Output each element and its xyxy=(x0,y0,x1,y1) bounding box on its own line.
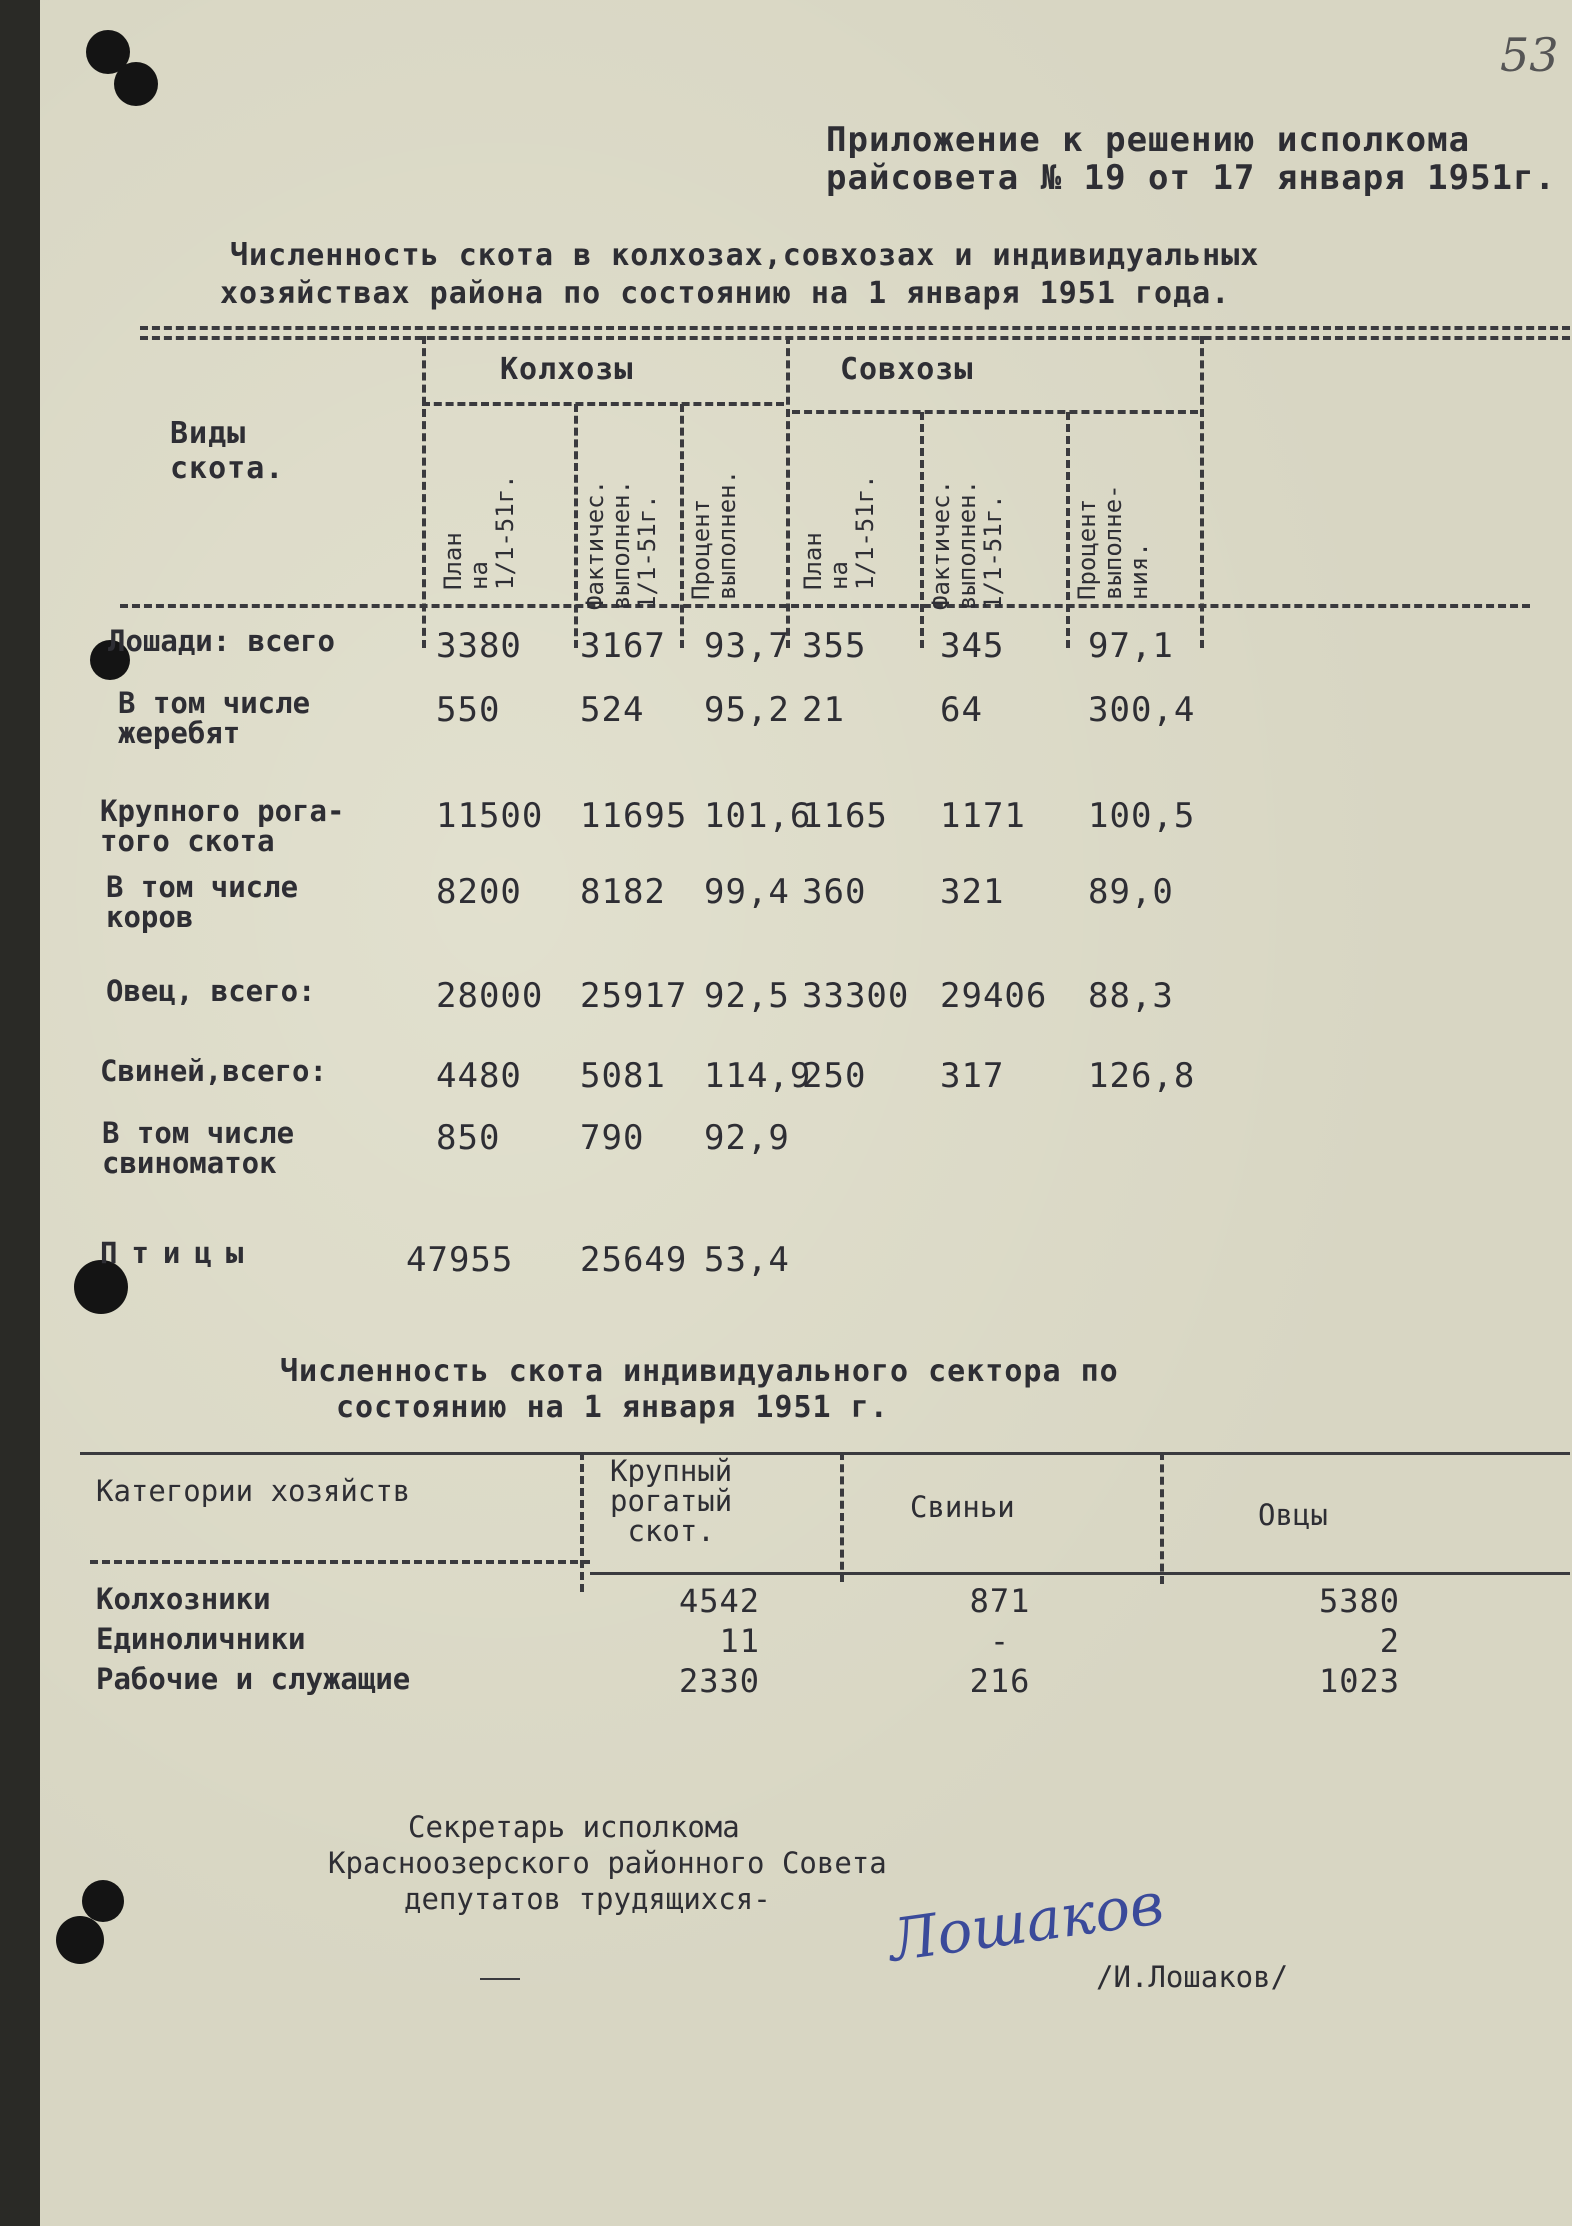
table1-row-label: В том числе свиноматок xyxy=(102,1116,295,1180)
document-sheet xyxy=(40,0,1572,2226)
footer-dash xyxy=(480,1978,520,1980)
table1-vline xyxy=(786,336,790,648)
table1-cell-s-plan: 355 xyxy=(802,626,867,666)
table1-cell-s-pct: 97,1 xyxy=(1088,626,1174,666)
table1-vline xyxy=(1200,336,1204,648)
table1-cell-s-pct: 126,8 xyxy=(1088,1056,1196,1096)
table2-header-rule-right xyxy=(590,1572,1570,1575)
table1-top-rule xyxy=(140,326,1570,330)
signature: Лошаков xyxy=(884,1869,1168,1975)
table1-cell-k-pct: 101,6 xyxy=(704,796,812,836)
table2-cell-krs: 11 xyxy=(719,1622,760,1660)
footer-line-3: депутатов трудящихся- xyxy=(404,1882,771,1916)
table2-title-line-2: состоянию на 1 января 1951 г. xyxy=(336,1390,889,1425)
table2-cell-svini: - xyxy=(989,1622,1011,1660)
table1-cell-s-plan: 360 xyxy=(802,872,867,912)
table1-cell-s-plan: 250 xyxy=(802,1056,867,1096)
s-plan-header: План на 1/1-51г. xyxy=(799,474,879,590)
table1-cell-k-plan: 4480 xyxy=(436,1056,522,1096)
table1-cell-s-fact: 321 xyxy=(940,872,1005,912)
footer-line-2: Красноозерского районного Совета xyxy=(328,1846,887,1880)
table2-cell-label: Колхозники xyxy=(96,1582,271,1616)
table1-row-label: Птицы xyxy=(100,1236,258,1270)
column-header-types: Виды скота. xyxy=(170,416,285,486)
table2-cell-ovtsy: 1023 xyxy=(1318,1662,1400,1700)
table1-cell-s-fact: 317 xyxy=(940,1056,1005,1096)
table2-cell-label: Единоличники xyxy=(96,1622,306,1656)
table1-cell-k-pct: 92,9 xyxy=(704,1118,790,1158)
table1-title-line-2: хозяйствах района по состоянию на 1 января 1951 года. xyxy=(220,276,1231,311)
table1-cell-s-pct: 89,0 xyxy=(1088,872,1174,912)
table1-row-label: Свиней,всего: xyxy=(100,1054,327,1088)
table1-cell-s-fact: 345 xyxy=(940,626,1005,666)
table1-cell-k-plan: 550 xyxy=(436,690,501,730)
table2-cell-svini: 871 xyxy=(969,1582,1031,1620)
table1-cell-k-pct: 92,5 xyxy=(704,976,790,1016)
table1-title-line-1: Численность скота в колхозах,совхозах и индивидуальных xyxy=(230,238,1260,273)
table1-cell-k-fact: 25649 xyxy=(580,1240,688,1280)
k-pct-header: Процент выполнен. xyxy=(687,469,741,600)
table1-row-label: Лошади: всего xyxy=(108,624,335,658)
table1-cell-k-pct: 53,4 xyxy=(704,1240,790,1280)
table1-top-rule-2 xyxy=(140,336,1570,340)
table1-cell-s-pct: 300,4 xyxy=(1088,690,1196,730)
table1-cell-k-plan: 8200 xyxy=(436,872,522,912)
table1-row-label: В том числе жеребят xyxy=(118,686,311,750)
page-number: 53 xyxy=(1500,28,1559,82)
table1-cell-s-plan: 21 xyxy=(802,690,845,730)
table1-cell-k-plan: 28000 xyxy=(436,976,544,1016)
table2-cell-label: Рабочие и служащие xyxy=(96,1662,411,1696)
punch-hole xyxy=(82,1880,124,1922)
table2-title-line-1: Численность скота индивидуального сектора по xyxy=(280,1354,1119,1389)
table1-cell-s-fact: 1171 xyxy=(940,796,1026,836)
table2-cell-ovtsy: 2 xyxy=(1379,1622,1400,1660)
table1-cell-k-plan: 47955 xyxy=(406,1240,514,1280)
table1-cell-k-fact: 3167 xyxy=(580,626,666,666)
table2-cell-svini: 216 xyxy=(969,1662,1031,1700)
table1-row-label: В том числе коров xyxy=(106,870,299,934)
table1-cell-k-fact: 25917 xyxy=(580,976,688,1016)
table1-cell-k-fact: 790 xyxy=(580,1118,645,1158)
k-plan-header: План на 1/1-51г. xyxy=(439,474,519,590)
s-pct-header: Процент выполне- ния. xyxy=(1073,484,1153,600)
table1-cell-s-pct: 88,3 xyxy=(1088,976,1174,1016)
table2-vline xyxy=(1160,1452,1164,1584)
table1-cell-s-fact: 64 xyxy=(940,690,983,730)
table1-vline xyxy=(680,404,684,648)
table1-cell-s-pct: 100,5 xyxy=(1088,796,1196,836)
table1-cell-s-plan: 33300 xyxy=(802,976,910,1016)
table1-cell-k-plan: 11500 xyxy=(436,796,544,836)
t2-header-ovtsy: Овцы xyxy=(1258,1498,1328,1532)
table1-cell-k-plan: 850 xyxy=(436,1118,501,1158)
table2-top-rule xyxy=(80,1452,1570,1455)
table1-cell-s-fact: 29406 xyxy=(940,976,1048,1016)
header-line-1: Приложение к решению исполкома xyxy=(826,120,1471,160)
punch-hole xyxy=(114,62,158,106)
table1-vline xyxy=(920,412,924,648)
table1-cell-k-fact: 8182 xyxy=(580,872,666,912)
table1-cell-s-plan: 1165 xyxy=(802,796,888,836)
table2-cell-krs: 4542 xyxy=(678,1582,760,1620)
table1-cell-k-pct: 95,2 xyxy=(704,690,790,730)
table1-vline xyxy=(1066,412,1070,648)
footer-line-1: Секретарь исполкома xyxy=(408,1810,740,1844)
table1-cell-k-pct: 93,7 xyxy=(704,626,790,666)
k-fact-header: Фактичес. выполнен. 1/1-51г. xyxy=(581,479,661,610)
table2-header-rule xyxy=(90,1560,590,1564)
table1-vline xyxy=(422,336,426,648)
table1-cell-k-pct: 114,9 xyxy=(704,1056,812,1096)
table2-cell-krs: 2330 xyxy=(678,1662,760,1700)
table2-vline xyxy=(840,1452,844,1582)
table1-cell-k-fact: 5081 xyxy=(580,1056,666,1096)
table1-vline xyxy=(574,404,578,648)
table1-cell-k-fact: 11695 xyxy=(580,796,688,836)
table1-cell-k-fact: 524 xyxy=(580,690,645,730)
t2-header-krs: Крупный рогатый скот. xyxy=(610,1454,733,1548)
group-header-sovkhozy: Совхозы xyxy=(840,352,974,387)
signatory-name: /И.Лошаков/ xyxy=(1096,1960,1289,1994)
punch-hole xyxy=(56,1916,104,1964)
t2-header-category: Категории хозяйств xyxy=(96,1474,411,1508)
table1-row-label: Крупного рога- того скота xyxy=(100,794,345,858)
group-header-kolkhozy: Колхозы xyxy=(500,352,634,387)
group-rule-kolkhozy xyxy=(422,402,784,406)
table2-cell-ovtsy: 5380 xyxy=(1318,1582,1400,1620)
table1-cell-k-pct: 99,4 xyxy=(704,872,790,912)
t2-header-svini: Свиньи xyxy=(910,1490,1015,1524)
s-fact-header: Фактичес. выполнен. 1/1-51г. xyxy=(927,479,1007,610)
table2-vline xyxy=(580,1452,584,1592)
header-line-2: райсовета № 19 от 17 января 1951г. xyxy=(826,158,1556,198)
table1-cell-k-plan: 3380 xyxy=(436,626,522,666)
table1-header-bottom-rule xyxy=(120,604,1530,608)
table1-row-label: Овец, всего: xyxy=(106,974,316,1008)
